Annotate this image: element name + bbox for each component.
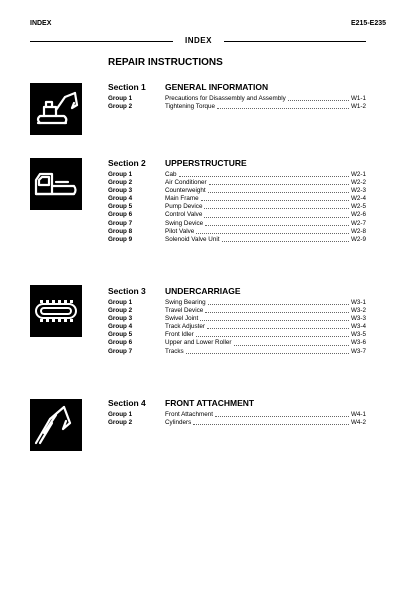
group-row[interactable] — [108, 220, 366, 228]
group-row[interactable] — [108, 331, 366, 339]
page-ref: W1-1 — [350, 95, 366, 102]
group-label: Group 2 — [108, 307, 133, 315]
group-row[interactable] — [108, 228, 366, 236]
group-label: Group 1 — [108, 411, 133, 418]
group-label: Group 1 — [108, 95, 133, 102]
page-ref: W4-2 — [350, 419, 366, 427]
group-title: Pump Device — [165, 203, 203, 211]
group-title: Solenoid Valve Unit — [165, 235, 220, 243]
group-title: Precautions for Disassembly and Assembly — [165, 95, 286, 102]
page-title: REPAIR INSTRUCTIONS — [108, 57, 223, 68]
section-label: Section 1 — [108, 82, 146, 92]
section-name: FRONT ATTACHMENT — [165, 398, 255, 408]
leader-dots — [209, 179, 349, 185]
leader-dots — [200, 315, 349, 321]
group-row[interactable] — [108, 203, 366, 211]
page-ref: W2-6 — [350, 211, 366, 219]
group-title: Travel Device — [165, 307, 204, 315]
group-title: Air Conditioner — [165, 179, 207, 187]
page-ref: W3-3 — [350, 315, 366, 323]
group-row[interactable] — [108, 348, 366, 356]
group-title: Cylinders — [165, 419, 192, 427]
group-title: Tightening Torque — [165, 103, 216, 111]
leader-dots — [234, 339, 349, 345]
group-label: Group 8 — [108, 227, 133, 235]
leader-dots — [204, 203, 349, 209]
group-label: Group 4 — [108, 323, 133, 331]
section-name: GENERAL INFORMATION — [165, 82, 269, 92]
group-label: Group 6 — [108, 211, 133, 219]
group-title: Front Attachment — [165, 411, 213, 418]
group-label: Group 2 — [108, 103, 133, 111]
leader-dots — [193, 419, 349, 425]
page-ref: W1-2 — [350, 103, 366, 111]
group-title: Upper and Lower Roller — [165, 339, 232, 347]
leader-dots — [205, 220, 349, 226]
divider-left — [30, 41, 173, 42]
group-label: Group 1 — [108, 299, 133, 306]
group-row[interactable] — [108, 179, 366, 187]
divider-right — [224, 41, 366, 42]
group-label: Group 2 — [108, 419, 133, 427]
upperstructure-icon — [30, 158, 82, 210]
group-list — [108, 171, 366, 244]
page-ref: W3-5 — [350, 331, 366, 339]
group-title: Control Valve — [165, 211, 203, 219]
leader-dots — [179, 171, 349, 177]
group-label: Group 2 — [108, 179, 133, 187]
group-row[interactable] — [108, 211, 366, 219]
group-title: Swing Bearing — [165, 299, 206, 306]
leader-dots — [217, 103, 349, 109]
group-label: Group 9 — [108, 235, 133, 243]
leader-dots — [207, 323, 349, 329]
group-list — [108, 299, 366, 356]
leader-dots — [288, 95, 349, 101]
excavator-icon — [30, 83, 82, 135]
group-row[interactable] — [108, 187, 366, 195]
page-ref: W3-7 — [350, 347, 366, 355]
header-right: E215-E235 — [350, 20, 386, 27]
group-title: Swing Device — [165, 219, 204, 227]
group-title: Main Frame — [165, 195, 199, 203]
group-row[interactable] — [108, 195, 366, 203]
group-label: Group 4 — [108, 195, 133, 203]
group-row[interactable] — [108, 236, 366, 244]
group-row[interactable] — [108, 171, 366, 179]
group-label: Group 7 — [108, 347, 133, 355]
section-name: UNDERCARRIAGE — [165, 286, 241, 296]
group-label: Group 5 — [108, 203, 133, 211]
group-title: Swivel Joint — [165, 315, 199, 323]
group-label: Group 5 — [108, 331, 133, 339]
section-label: Section 3 — [108, 286, 146, 296]
leader-dots — [201, 195, 349, 201]
page-ref: W3-1 — [350, 299, 366, 306]
page-ref: W2-9 — [350, 235, 366, 243]
group-label: Group 6 — [108, 339, 133, 347]
group-list — [108, 95, 366, 111]
leader-dots — [205, 307, 349, 313]
page-ref: W3-4 — [350, 323, 366, 331]
page-ref: W2-5 — [350, 203, 366, 211]
page-ref: W2-3 — [350, 187, 366, 195]
group-list — [108, 411, 366, 427]
leader-dots — [186, 348, 349, 354]
group-row[interactable] — [108, 103, 366, 111]
leader-dots — [222, 236, 349, 242]
section-label: Section 4 — [108, 398, 146, 408]
group-label: Group 3 — [108, 315, 133, 323]
index-title: INDEX — [185, 36, 212, 45]
group-row[interactable] — [108, 299, 366, 307]
group-row[interactable] — [108, 419, 366, 427]
group-row[interactable] — [108, 95, 366, 103]
page-ref: W2-7 — [350, 219, 366, 227]
page-ref: W2-1 — [350, 171, 366, 178]
group-title: Tracks — [165, 347, 184, 355]
page-ref: W2-8 — [350, 227, 366, 235]
group-title: Cab — [165, 171, 177, 178]
group-row[interactable] — [108, 339, 366, 347]
leader-dots — [196, 331, 349, 337]
group-label: Group 7 — [108, 219, 133, 227]
page-ref: W2-2 — [350, 179, 366, 187]
page-ref: W4-1 — [350, 411, 366, 418]
track-icon — [30, 285, 82, 337]
page-ref: W2-4 — [350, 195, 366, 203]
group-label: Group 3 — [108, 187, 133, 195]
leader-dots — [204, 211, 349, 217]
group-title: Pilot Valve — [165, 227, 195, 235]
group-title: Counterweight — [165, 187, 206, 195]
group-label: Group 1 — [108, 171, 133, 178]
group-title: Front Idler — [165, 331, 194, 339]
front-attachment-icon — [30, 399, 82, 451]
section-name: UPPERSTRUCTURE — [165, 158, 247, 168]
leader-dots — [215, 411, 349, 417]
section-label: Section 2 — [108, 158, 146, 168]
leader-dots — [196, 228, 349, 234]
leader-dots — [208, 299, 349, 305]
group-title: Track Adjuster — [165, 323, 206, 331]
group-row[interactable] — [108, 323, 366, 331]
group-row[interactable] — [108, 411, 366, 419]
header-left: INDEX — [30, 20, 52, 27]
group-row[interactable] — [108, 307, 366, 315]
page-ref: W3-2 — [350, 307, 366, 315]
page-ref: W3-6 — [350, 339, 366, 347]
leader-dots — [208, 187, 349, 193]
group-row[interactable] — [108, 315, 366, 323]
